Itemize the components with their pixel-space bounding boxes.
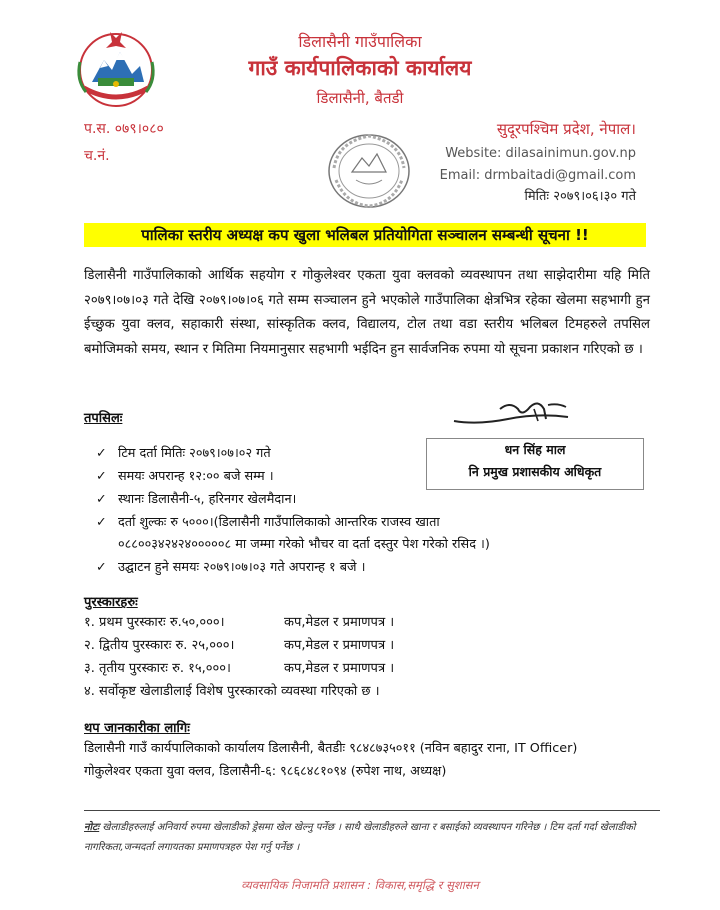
check-mark-icon: ✓ [96, 492, 107, 507]
check-mark-icon: ✓ [96, 469, 107, 484]
notice-date: मितिः २०७९।०६।३० गते [524, 189, 636, 204]
email-text: Email: drmbaitadi@gmail.com [439, 168, 636, 183]
signatory-box [426, 438, 644, 490]
detail-item: ✓ दर्ता शुल्कः रु ५०००।(डिलासैनी गाउँपालिकाको आन्तरिक राजस्व खाता [96, 511, 440, 535]
signatory-name: धन सिंह माल [504, 442, 566, 457]
contact-line: गोकुलेश्वर एकता युवा क्लव, डिलासैनी-६: ९८६८४८१०९४ (रुपेश नाथ, अध्यक्ष) [84, 764, 447, 779]
detail-item-continued: ०८८००३४२४२४०००००८ मा जम्मा गरेको भौचर वा दर्ता दस्तुर पेश गरेको रसिद ।) [118, 537, 490, 552]
signature-image [448, 395, 588, 435]
province-label: सुदूरपश्चिम प्रदेश, नेपाल। [496, 120, 636, 138]
office-seal-stamp [322, 128, 416, 214]
divider [84, 810, 660, 811]
prize-item: ३. तृतीय पुरस्कारः रु. १५,०००। कप,मेडल र प्रमाणपत्र । [84, 661, 395, 676]
notice-title: पालिका स्तरीय अध्यक्ष कप खुला भलिबल प्रतियोगिता सञ्चालन सम्बन्धी सूचना !! [84, 223, 646, 247]
dispatch-number: च.नं. [84, 148, 110, 164]
check-mark-icon: ✓ [96, 560, 107, 575]
detail-item: ✓ उद्घाटन हुने समयः २०७९।०७।०३ गते अपरान्ह १ बजे । [96, 556, 365, 580]
office-name: गाउँ कार्यपालिकाको कार्यालय [248, 56, 472, 80]
detail-item: ✓ स्थानः डिलासैनी-५, हरिनगर खेलमैदान। [96, 488, 296, 512]
prize-item: १. प्रथम पुरस्कारः रु.५०,०००। कप,मेडल र प्रमाणपत्र । [84, 615, 395, 630]
note-text: नोटः खेलाडीहरुलाई अनिवार्य रुपमा खेलाडीको ड्रेसमा खेल खेल्नु पर्नेछ । साथै खेलाडीहरुले खाना र बसाईको व्यवस्थापन गरिनेछ । टिम दर्ता गर्दा खेलाडीको नागरिकता,जन्मदर्ता लगायतका प्रमाणपत्रहरु पेश गर्नु पर्नेछ । [84, 822, 636, 853]
contact-line: डिलासैनी गाउँ कार्यपालिकाको कार्यालय डिलासैनी, बैतडीः ९८४८७३५०११ (नविन बहादुर राना, IT Officer) [84, 741, 578, 756]
municipality-name: डिलासैनी गाउँपालिका [298, 32, 422, 51]
detail-item: ✓ टिम दर्ता मितिः २०७९।०७।०२ गते [96, 442, 271, 466]
prizes-heading: पुरस्कारहरुः [84, 595, 138, 610]
check-mark-icon: ✓ [96, 515, 107, 530]
details-heading: तपसिलः [84, 411, 123, 426]
check-mark-icon: ✓ [96, 446, 107, 461]
footer-slogan: व्यवसायिक निजामति प्रशासन : विकास,समृद्धि र सुशासन [241, 878, 479, 892]
prize-item: २. द्वितीय पुरस्कारः रु. २५,०००। कप,मेडल र प्रमाणपत्र । [84, 638, 395, 653]
prize-item: ४. सर्वोकृष्ट खेलाडीलाई विशेष पुरस्कारको व्यवस्था गरिएको छ । [84, 684, 380, 699]
office-address: डिलासैनी, बैतडी [316, 89, 404, 107]
website-text: Website: dilasainimun.gov.np [445, 146, 636, 161]
signatory-designation: नि प्रमुख प्रशासकीय अधिकृत [468, 464, 602, 479]
contact-heading: थप जानकारीका लागिः [84, 721, 190, 736]
notice-body: डिलासैनी गाउँपालिकाको आर्थिक सहयोग र गोकुलेश्वर एकता युवा क्लवको व्यवस्थापन तथा साझेदारीमा यहि मिति २०७९।०७।०३ गते देखि २०७९।०७।०६ गते सम्म सञ्चालन हुने भएकोले गाउँपालिका क्षेत्रभित्र रहेका खेलमा सहभागी हुन ईच्छुक युवा क्लव, सहाकारी संस्था, सांस्कृतिक क्लव, विद्यालय, टोल तथा वडा स्तरीय भलिबल टिमहरुले तपसिल बमोजिमको समय, स्थान र मितिमा नियमानुसार सहभागी भईदिन हुन सार्वजनिक रुपमा यो सूचना प्रकाशन गरिएको छ । [84, 268, 650, 357]
reference-number: प.स. ०७९।०८० [84, 121, 164, 137]
detail-item: ✓ समयः अपरान्ह १२:०० बजे सम्म । [96, 465, 274, 489]
